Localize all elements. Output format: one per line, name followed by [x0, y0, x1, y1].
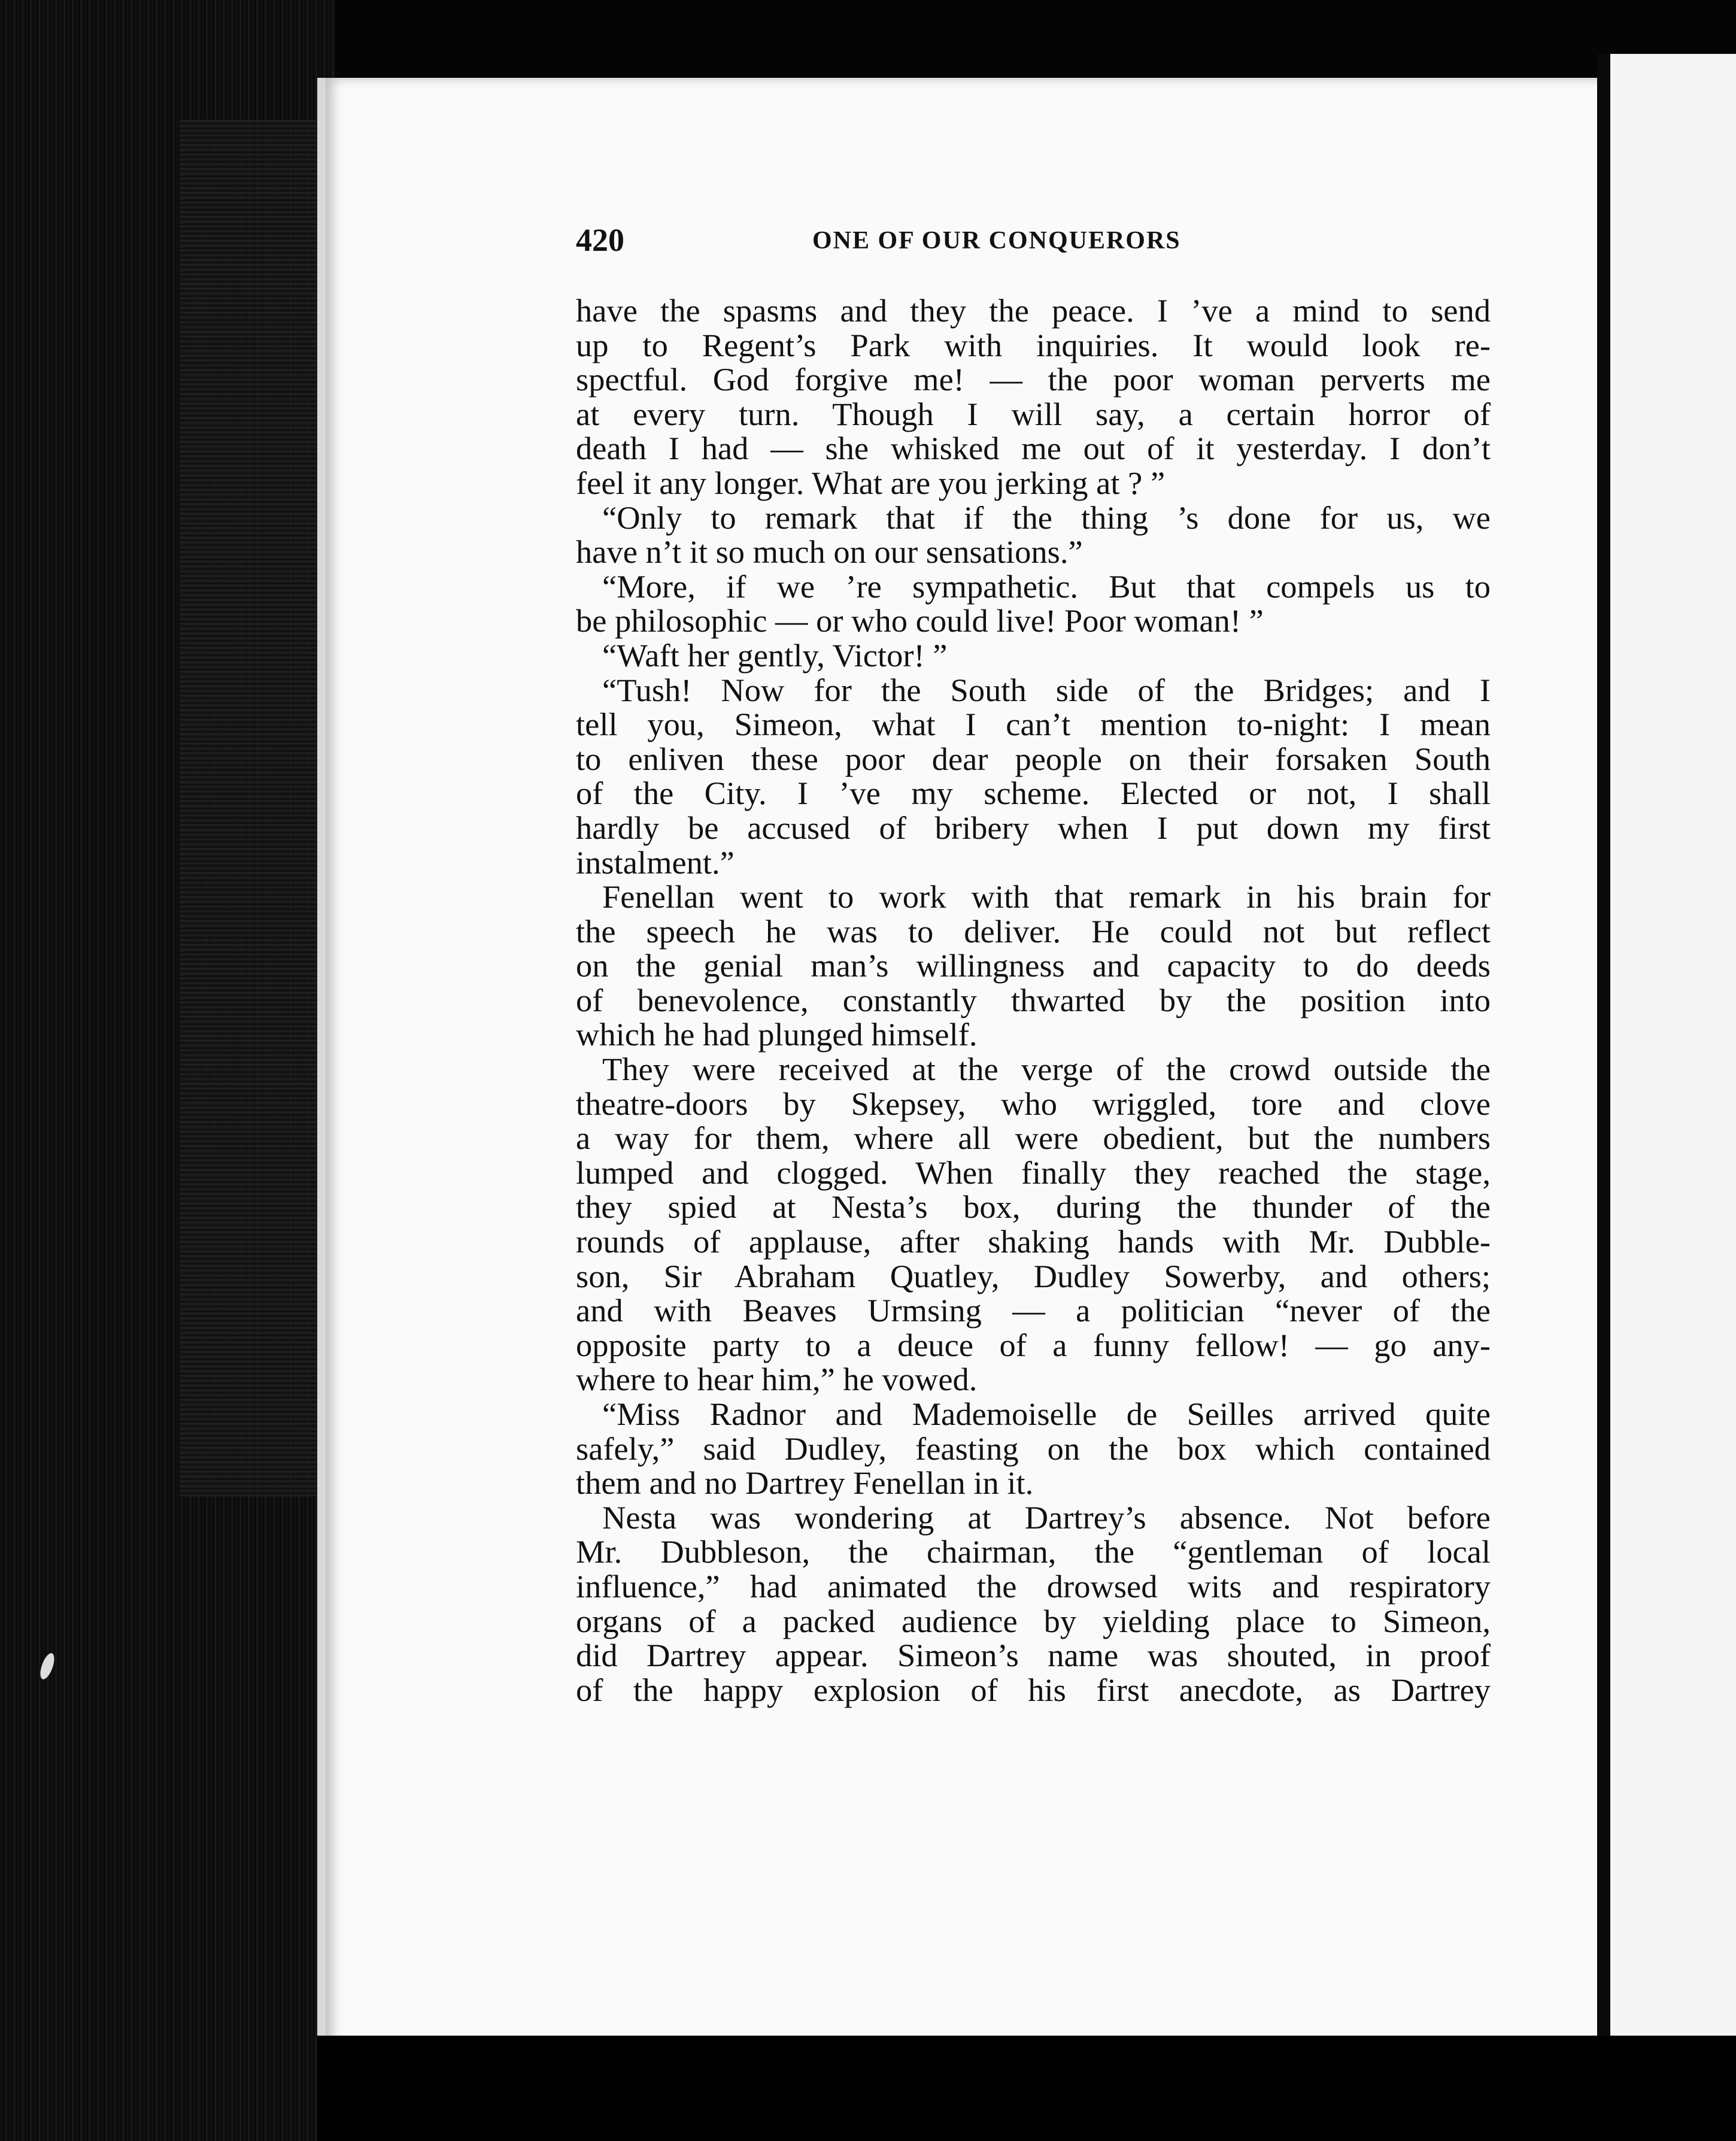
text-line: have n’t it so much on our sensations.” [576, 533, 1083, 571]
text-line: to enliven these poor dear people on their forsaken South [576, 740, 1491, 777]
text-line: influence,” had animated the drowsed wits and respiratory [576, 1567, 1491, 1605]
text-line: at every turn. Though I will say, a certain horror of [576, 395, 1491, 432]
text-line: of the City. I ’ve my scheme. Elected or not, I shall [576, 775, 1491, 812]
text-line: hardly be accused of bribery when I put down my first [576, 809, 1491, 846]
text-line: where to hear him,” he vowed. [576, 1361, 978, 1398]
page-number: 420 [576, 222, 624, 258]
text-line: rounds of applause, after shaking hands with Mr. Dubble- [576, 1223, 1491, 1260]
text-line: organs of a packed audience by yielding place to Simeon, [576, 1602, 1491, 1639]
text-line: them and no Dartrey Fenellan in it. [576, 1464, 1034, 1502]
text-line: of benevolence, constantly thwarted by the position into [576, 981, 1491, 1018]
right-page-edge [1610, 54, 1736, 2078]
text-line: up to Regent’s Park with inquiries. It would look re- [576, 326, 1491, 363]
running-title: ONE OF OUR CONQUERORS [812, 227, 1181, 254]
text-line: “Miss Radnor and Mademoiselle de Seilles arrived quite [602, 1396, 1491, 1432]
text-line: the speech he was to deliver. He could not but reflect [576, 912, 1491, 950]
text-line: have the spasms and they the peace. I ’ve a mind to send [576, 292, 1491, 329]
text-line: son, Sir Abraham Quatley, Dudley Sowerby, and others; [576, 1257, 1491, 1294]
page-header [576, 222, 1252, 269]
text-line: “Only to remark that if the thing ’s done for us, we [602, 499, 1491, 536]
text-line: which he had plunged himself. [576, 1016, 978, 1053]
text-line: instalment.” [576, 844, 735, 881]
text-line: Fenellan went to work with that remark in his brain for [602, 878, 1491, 915]
text-line: be philosophic — or who could live! Poor woman! ” [576, 602, 1264, 639]
text-line: opposite party to a deuce of a funny fellow! — go any- [576, 1326, 1491, 1363]
text-line: did Dartrey appear. Simeon’s name was shouted, in proof [576, 1637, 1491, 1674]
text-line: They were received at the verge of the crowd outside the [602, 1051, 1491, 1088]
page-gutter [1597, 54, 1611, 2101]
text-line: Nesta was wondering at Dartrey’s absence. Not before [602, 1499, 1491, 1536]
text-line: “Waft her gently, Victor! ” [602, 636, 948, 674]
text-line: tell you, Simeon, what I can’t mention to-night: I mean [576, 706, 1491, 743]
body-text [576, 293, 1491, 1707]
text-line: of the happy explosion of his first anecdote, as Dartrey [576, 1671, 1491, 1708]
text-line: theatre-doors by Skepsey, who wriggled, tore and clove [576, 1085, 1491, 1122]
text-line: safely,” said Dudley, feasting on the box which contained [576, 1430, 1491, 1467]
text-line: Mr. Dubbleson, the chairman, the “gentleman of local [576, 1533, 1491, 1570]
text-line: death I had — she whisked me out of it yesterday. I don’t [576, 430, 1491, 467]
bottom-shadow [317, 2036, 1736, 2141]
text-line: spectful. God forgive me! — the poor woman perverts me [576, 361, 1491, 398]
text-line: “Tush! Now for the South side of the Bridges; and I [602, 671, 1491, 708]
text-line: “More, if we ’re sympathetic. But that compels us to [602, 568, 1491, 605]
text-line: a way for them, where all were obedient, but the numbers [576, 1120, 1491, 1157]
text-line: they spied at Nesta’s box, during the thunder of the [576, 1188, 1491, 1226]
text-line: on the genial man’s willingness and capacity to do deeds [576, 947, 1491, 984]
page-edges [180, 120, 335, 1497]
text-line: feel it any longer. What are you jerking at ? ” [576, 464, 1166, 501]
text-line: and with Beaves Urmsing — a politician “never of the [576, 1292, 1491, 1329]
text-line: lumped and clogged. When finally they reached the stage, [576, 1154, 1491, 1191]
